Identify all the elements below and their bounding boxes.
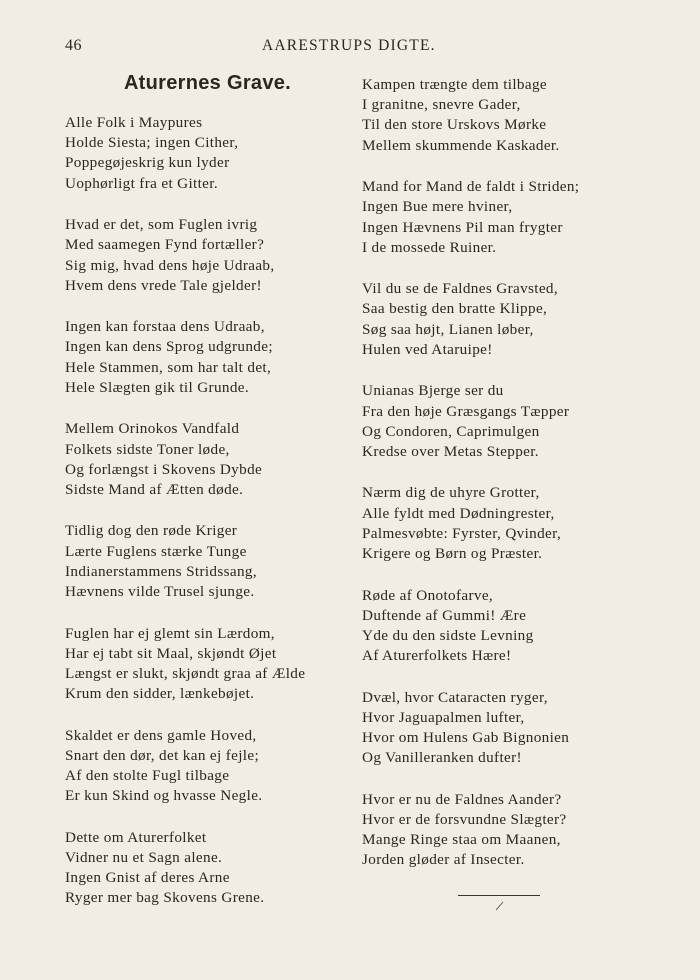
verse-line: Er kun Skind og hvasse Negle. [65, 787, 263, 805]
verse-line: Yde du den sidste Levning [362, 626, 534, 644]
stanza [362, 177, 662, 258]
verse-line: Dvæl, hvor Cataracten ryger, [362, 688, 548, 706]
verse-line: Kredse over Metas Stepper. [362, 442, 539, 460]
verse-line: Palmesvøbte: Fyrster, Qvinder, [362, 524, 562, 542]
stanza [65, 828, 360, 909]
verse-line: Indianerstammens Stridssang, [65, 562, 258, 580]
stanza [65, 317, 360, 398]
verse-line: Har ej tabt sit Maal, skjøndt Øjet [65, 644, 277, 662]
verse-line: Holde Siesta; ingen Cither, [65, 134, 239, 152]
verse-line: Mellem skummende Kaskader. [362, 136, 560, 154]
verse-line: Til den store Urskovs Mørke [362, 116, 547, 134]
stanza [362, 483, 662, 564]
page-number: 46 [65, 37, 82, 54]
verse-line: Af den stolte Fugl tilbage [65, 767, 230, 785]
stanza [362, 279, 662, 360]
stanza [362, 688, 662, 769]
verse-line: Hvem dens vrede Tale gjelder! [65, 276, 262, 294]
verse-line: Saa bestig den bratte Klippe, [362, 300, 548, 318]
stanza [65, 419, 360, 500]
verse-line: Fuglen har ej glemt sin Lærdom, [65, 624, 275, 642]
verse-line: Søg saa højt, Lianen løber, [362, 320, 534, 338]
verse-line: Ingen Hævnens Pil man frygter [362, 218, 563, 236]
verse-line: Jorden gløder af Insecter. [362, 851, 525, 869]
stanza [362, 586, 662, 667]
verse-line: Og forlængst i Skovens Dybde [65, 460, 263, 478]
verse-line: Nærm dig de uhyre Grotter, [362, 484, 540, 502]
verse-line: Snart den dør, det kan ej fejle; [65, 746, 260, 764]
verse-line: Folkets sidste Toner løde, [65, 440, 230, 458]
verse-line: I de mossede Ruiner. [362, 238, 497, 256]
stanza [362, 75, 662, 156]
stanza [362, 790, 662, 871]
verse-line: Hvor om Hulens Gab Bignonien [362, 729, 570, 747]
stanza [65, 521, 360, 602]
verse-line: Vil du se de Faldnes Gravsted, [362, 280, 559, 298]
verse-line: Længst er slukt, skjøndt graa af Ælde [65, 664, 306, 682]
verse-line: Kampen trængte dem tilbage [362, 76, 547, 93]
stanza [65, 624, 360, 705]
verse-line: Skaldet er dens gamle Hoved, [65, 726, 257, 744]
verse-line: I granitne, snevre Gader, [362, 96, 521, 114]
verse-line: Krigere og Børn og Præster. [362, 545, 543, 563]
verse-line: Vidner nu et Sagn alene. [65, 848, 223, 866]
book-title: AARESTRUPS DIGTE. [262, 37, 436, 54]
verse-line: Hulen ved Ataruipe! [362, 340, 493, 358]
verse-line: Ryger mer bag Skovens Grene. [65, 889, 265, 907]
running-head [0, 37, 700, 59]
verse-line: Af Aturerfolkets Hære! [362, 647, 512, 665]
verse-line: Ingen Bue mere hviner, [362, 198, 513, 216]
verse-line: Hvor Jaguapalmen lufter, [362, 708, 525, 726]
verse-line: Ingen Gnist af deres Arne [65, 869, 230, 887]
verse-line: Alle Folk i Maypures [65, 114, 203, 131]
verse-line: Sig mig, hvad dens høje Udraab, [65, 256, 275, 274]
verse-line: Og Condoren, Caprimulgen [362, 422, 540, 440]
verse-line: Hele Slægten gik til Grunde. [65, 378, 250, 396]
verse-line: Mellem Orinokos Vandfald [65, 420, 240, 438]
verse-line: Røde af Onotofarve, [362, 586, 494, 604]
verse-line: Duftende af Gummi! Ære [362, 606, 527, 624]
stanza [362, 381, 662, 462]
verse-line: Ingen kan forstaa dens Udraab, [65, 318, 265, 336]
verse-line: Sidste Mand af Ætten døde. [65, 480, 244, 498]
verse-line: Hvor er de forsvundne Slægter? [362, 810, 567, 828]
verse-line: Lærte Fuglens stærke Tunge [65, 542, 247, 560]
verse-line: Hvad er det, som Fuglen ivrig [65, 216, 258, 234]
verse-line: Uophørligt fra et Gitter. [65, 174, 218, 192]
verse-line: Tidlig dog den røde Kriger [65, 522, 238, 540]
stray-pen-mark [495, 901, 504, 911]
verse-line: Hele Stammen, som har talt det, [65, 358, 272, 376]
poem-title: Aturernes Grave. [123, 72, 292, 94]
stanza [65, 113, 360, 194]
verse-line: Og Vanilleranken dufter! [362, 749, 522, 767]
verse-line: Ingen kan dens Sprog udgrunde; [65, 338, 273, 356]
verse-line: Med saamegen Fynd fortæller? [65, 236, 265, 254]
stanza [65, 726, 360, 807]
verse-line: Dette om Aturerfolket [65, 828, 207, 846]
poem-column-right [362, 75, 662, 892]
verse-line: Hævnens vilde Trusel sjunge. [65, 583, 255, 601]
poem-column-left [65, 113, 360, 930]
verse-line: Alle fyldt med Dødningrester, [362, 504, 555, 522]
verse-line: Krum den sidder, lænkebøjet. [65, 685, 255, 703]
end-rule [458, 895, 540, 896]
verse-line: Fra den høje Græsgangs Tæpper [362, 402, 570, 420]
verse-line: Mand for Mand de faldt i Striden; [362, 178, 580, 196]
stanza [65, 215, 360, 296]
verse-line: Mange Ringe staa om Maanen, [362, 831, 561, 849]
verse-line: Poppegøjeskrig kun lyder [65, 154, 230, 172]
verse-line: Hvor er nu de Faldnes Aander? [362, 790, 562, 808]
verse-line: Unianas Bjerge ser du [362, 382, 504, 400]
